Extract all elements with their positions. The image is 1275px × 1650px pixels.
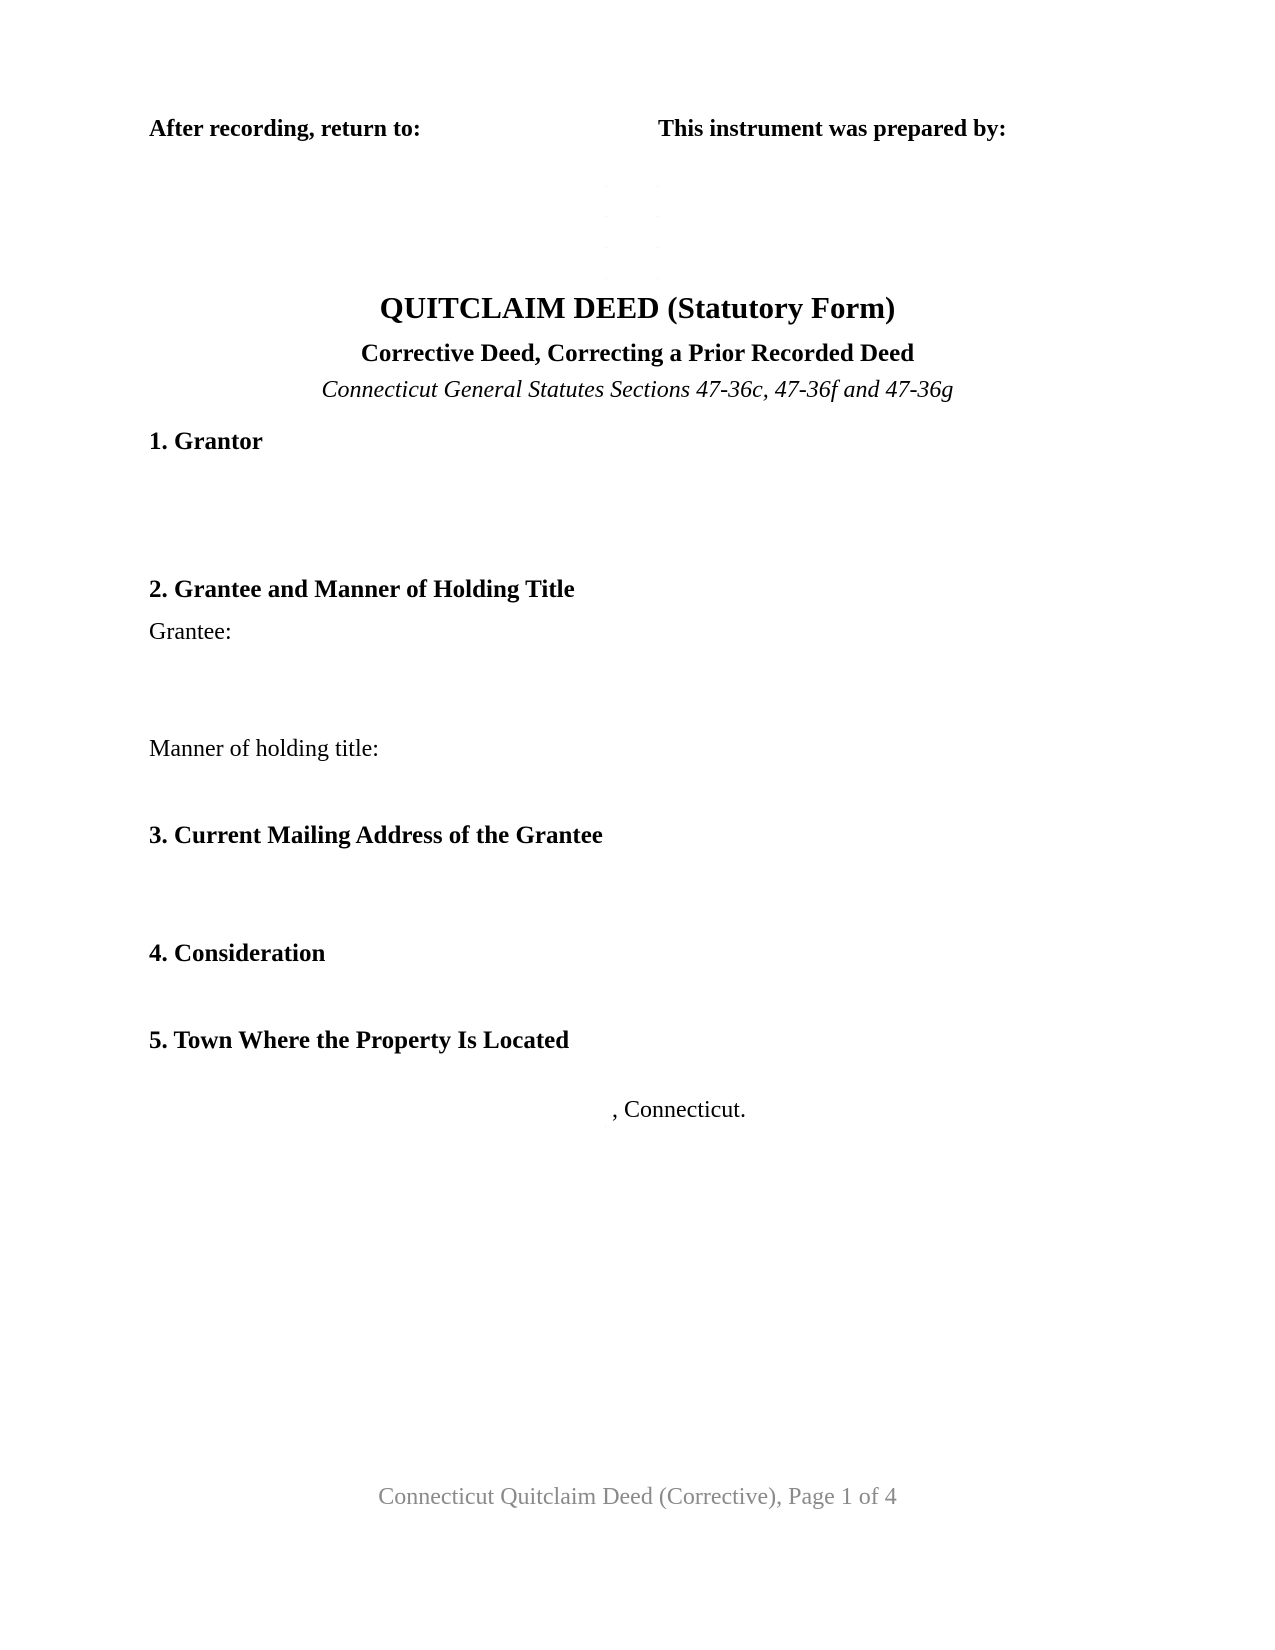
blank-mark — [605, 1126, 606, 1127]
document-title: QUITCLAIM DEED (Statutory Form) — [379, 290, 896, 325]
blank-mark — [606, 216, 607, 217]
section-consideration-heading: 4. Consideration — [149, 940, 326, 967]
prepared-by-label: This instrument was prepared by: — [658, 116, 1007, 142]
blank-mark — [606, 278, 607, 279]
document-subtitle: Corrective Deed, Correcting a Prior Recorded Deed — [360, 340, 915, 367]
section-grantee-heading: 2. Grantee and Manner of Holding Title — [149, 576, 575, 603]
manner-of-holding-label: Manner of holding title: — [149, 736, 379, 762]
blank-mark — [606, 247, 607, 248]
section-town-heading: 5. Town Where the Property Is Located — [149, 1027, 570, 1054]
blank-mark — [606, 186, 607, 187]
town-state-suffix: , Connecticut. — [612, 1097, 746, 1123]
return-to-label: After recording, return to: — [149, 116, 421, 142]
blank-mark — [657, 216, 658, 217]
grantee-label: Grantee: — [149, 619, 232, 645]
blank-mark — [657, 186, 658, 187]
statute-reference: Connecticut General Statutes Sections 47-36c, 47-36f and 47-36g — [321, 377, 954, 403]
section-grantor-heading: 1. Grantor — [149, 428, 263, 455]
section-mailing-address-heading: 3. Current Mailing Address of the Grantee — [149, 822, 603, 849]
page-footer: Connecticut Quitclaim Deed (Corrective), Page 1 of 4 — [378, 1484, 897, 1510]
blank-mark — [657, 278, 658, 279]
blank-mark — [657, 247, 658, 248]
